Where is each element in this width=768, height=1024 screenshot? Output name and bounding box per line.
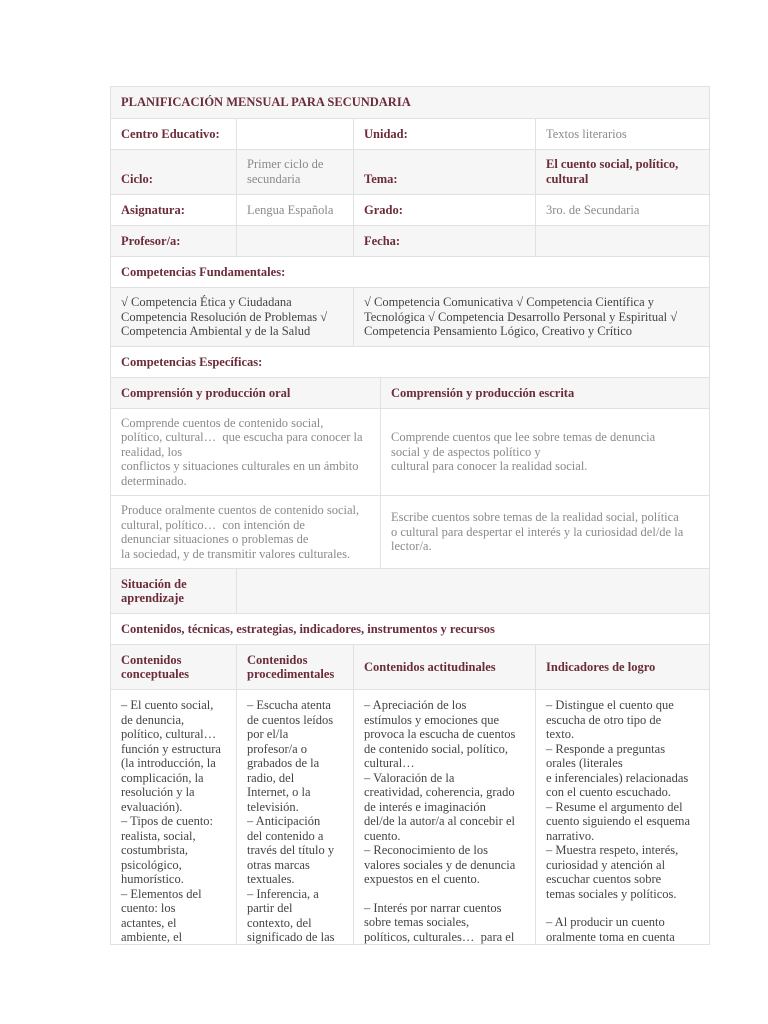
content-line: complicación, la — [121, 770, 204, 785]
content-line: otras marcas — [247, 857, 310, 872]
asignatura-label: Asignatura: — [111, 195, 237, 225]
header-line: Contenidos — [247, 652, 308, 667]
competencia-line: √ Competencia Comunicativa √ Competencia Científica y — [364, 295, 655, 310]
contenidos-header-row — [111, 614, 710, 645]
competencias-fundamentales-header-row — [111, 257, 710, 288]
competencias-fundamentales-label: Competencias Fundamentales: — [111, 257, 710, 287]
content-line: (la introducción, la — [121, 756, 216, 770]
content-line: cuento. — [364, 828, 401, 843]
competencia-line: Tecnológica √ Competencia Desarrollo Personal y Espiritual √ — [364, 309, 678, 324]
content-line: políticos, culturales… para el — [364, 929, 515, 944]
content-line: – Al producir un cuento — [546, 915, 665, 929]
tema-label: Tema: — [354, 150, 536, 194]
content-line: – Responde a preguntas — [546, 741, 666, 756]
content-line: curiosidad y atención al — [546, 857, 666, 872]
competencias-fundamentales-left — [111, 288, 354, 346]
content-line: – Escucha atenta — [247, 698, 331, 712]
content-line: – El cuento social, — [121, 698, 214, 712]
escrita-competencia-2 — [381, 496, 710, 568]
content-line: – Resume el argumento del — [546, 799, 683, 814]
oral-header: Comprensión y producción oral — [111, 378, 381, 408]
content-line: orales (literales — [546, 756, 623, 770]
content-line: resolución y la — [121, 785, 195, 799]
centro-value — [237, 119, 354, 149]
content-line: televisión. — [247, 799, 299, 814]
content-line: – Valoración de la — [364, 770, 455, 785]
unidad-label: Unidad: — [354, 119, 536, 149]
content-line: – Apreciación de los — [364, 698, 467, 712]
header-line: procedimentales — [247, 667, 335, 681]
content-line: – Inferencia, a — [247, 886, 319, 901]
row-ciclo-tema — [111, 150, 710, 195]
escrita-competencia-1 — [381, 409, 710, 495]
content-line: provoca la escucha de cuentos — [364, 727, 516, 741]
content-line: psicológico, — [121, 857, 182, 872]
content-line: del contenido a — [247, 828, 324, 843]
content-line: e inferenciales) relacionadas — [546, 770, 689, 785]
profesor-label: Profesor/a: — [111, 226, 237, 256]
content-line: cuento siguiendo el esquema — [546, 814, 691, 828]
content-line: actantes, el — [121, 915, 177, 930]
text-line: Produce oralmente cuentos de contenido social, — [121, 503, 360, 517]
competencias-fundamentales-right — [354, 288, 710, 346]
content-line: Internet, o la — [247, 785, 311, 799]
content-line — [546, 901, 699, 915]
competencia-line: √ Competencia Ética y Ciudadana — [121, 295, 292, 310]
grado-value: 3ro. de Secundaria — [536, 195, 710, 225]
oral-competencia-1 — [111, 409, 381, 495]
content-line: – Anticipación — [247, 814, 321, 828]
content-line: humorístico. — [121, 872, 184, 886]
competencias-especificas-header-row — [111, 347, 710, 378]
situacion-label-line: aprendizaje — [121, 591, 184, 605]
text-line: determinado. — [121, 473, 187, 488]
row-centro-unidad — [111, 119, 710, 150]
content-line: expuestos en el cuento. — [364, 872, 480, 886]
content-line: costumbrista, — [121, 843, 189, 857]
content-line: de cuentos leídos — [247, 712, 334, 727]
content-line: partir del — [247, 901, 293, 915]
content-line: realista, social, — [121, 828, 196, 843]
content-line: con el cuento escuchado. — [546, 785, 671, 799]
contenidos-label: Contenidos, técnicas, estrategias, indicadores, instrumentos y recursos — [111, 614, 710, 644]
content-line: creatividad, coherencia, grado — [364, 785, 515, 799]
content-line: narrativo. — [546, 828, 595, 843]
content-line — [364, 887, 525, 901]
text-line: cultural, político… con intención de — [121, 517, 305, 532]
competencia-line: Competencia Pensamiento Lógico, Creativo y Crítico — [364, 324, 632, 339]
content-line: cuento: los — [121, 901, 176, 915]
content-line: – Tipos de cuento: — [121, 814, 214, 828]
fecha-label: Fecha: — [354, 226, 536, 256]
asignatura-value: Lengua Española — [237, 195, 354, 225]
ciclo-value — [237, 150, 354, 194]
content-line: de denuncia, — [121, 712, 185, 727]
centro-label: Centro Educativo: — [111, 119, 237, 149]
text-line: social y de aspectos político y — [391, 444, 541, 459]
actitudinales-column — [354, 690, 536, 944]
text-line: realidad, los — [121, 444, 183, 459]
content-line: estímulos y emociones que — [364, 712, 500, 727]
content-line: través del título y — [247, 843, 335, 857]
competencia-line: Competencia Resolución de Problemas √ — [121, 309, 328, 324]
tema-value-line: cultural — [546, 171, 589, 186]
fecha-value — [536, 226, 710, 256]
text-line: Comprende cuentos de contenido social, — [121, 415, 324, 430]
content-line: valores sociales y de denuncia — [364, 857, 516, 872]
text-line: denunciar situaciones o problemas de — [121, 532, 309, 546]
situacion-row — [111, 569, 710, 614]
conceptuales-column — [111, 690, 237, 944]
content-line: escucha de otro tipo de — [546, 712, 662, 727]
row-asignatura-grado — [111, 195, 710, 226]
content-line: de interés e imaginación — [364, 799, 486, 814]
profesor-value — [237, 226, 354, 256]
text-line: la sociedad, y de transmitir valores culturales. — [121, 546, 351, 561]
contenidos-col-headers — [111, 645, 710, 690]
row-profesor-fecha — [111, 226, 710, 257]
situacion-label-line: Situación de — [121, 576, 187, 591]
content-line: sobre temas sociales, — [364, 915, 470, 929]
content-line: temas sociales y políticos. — [546, 886, 677, 901]
competencias-especificas-col-headers — [111, 378, 710, 409]
text-line: Comprende cuentos que lee sobre temas de denuncia — [391, 430, 656, 445]
tema-value-line: El cuento social, político, — [546, 157, 679, 171]
header-line: Contenidos actitudinales — [364, 659, 496, 674]
competencias-especificas-row-1 — [111, 409, 710, 496]
content-line: oralmente toma en cuenta — [546, 929, 675, 944]
competencias-especificas-label: Competencias Específicas: — [111, 347, 710, 377]
escrita-header: Comprensión y producción escrita — [381, 378, 710, 408]
content-line: del/de la autor/a al concebir el — [364, 814, 515, 828]
ciclo-value-line: Primer ciclo de — [247, 157, 324, 171]
conceptuales-header — [111, 645, 237, 689]
page-title: PLANIFICACIÓN MENSUAL PARA SECUNDARIA — [111, 87, 710, 118]
tema-value — [536, 150, 710, 194]
content-line: evaluación). — [121, 799, 183, 814]
header-line: conceptuales — [121, 667, 190, 681]
content-line: contexto, del — [247, 915, 312, 930]
procedimentales-column — [237, 690, 354, 944]
title-row — [111, 87, 710, 119]
unidad-value: Textos literarios — [536, 119, 710, 149]
indicadores-column — [536, 690, 710, 944]
situacion-value — [237, 569, 710, 613]
competencias-especificas-row-2 — [111, 496, 710, 569]
content-line: texto. — [546, 727, 575, 741]
header-line: Indicadores de logro — [546, 659, 656, 674]
content-line: escuchar cuentos sobre — [546, 872, 662, 886]
grado-label: Grado: — [354, 195, 536, 225]
text-line: lector/a. — [391, 539, 432, 554]
content-line: – Muestra respeto, interés, — [546, 843, 679, 857]
content-line: grabados de la — [247, 756, 320, 770]
contenidos-body-row — [111, 690, 710, 945]
content-line: – Elementos del — [121, 886, 202, 901]
content-line: radio, del — [247, 770, 295, 785]
oral-competencia-2 — [111, 496, 381, 568]
content-line: significado de las — [247, 930, 335, 944]
planning-table — [110, 86, 710, 945]
content-line: profesor/a o — [247, 741, 308, 756]
competencia-line: Competencia Ambiental y de la Salud — [121, 324, 311, 339]
content-line: de contenido social, político, — [364, 741, 509, 756]
ciclo-label: Ciclo: — [111, 150, 237, 194]
content-line: ambiente, el — [121, 930, 183, 944]
content-line: por el/la — [247, 727, 289, 741]
header-line: Contenidos — [121, 652, 182, 667]
procedimentales-header — [237, 645, 354, 689]
text-line: conflictos y situaciones culturales en un ámbito — [121, 459, 359, 474]
content-line: – Interés por narrar cuentos — [364, 900, 502, 915]
content-line: – Distingue el cuento que — [546, 698, 674, 712]
content-line: textuales. — [247, 872, 295, 886]
indicadores-header — [536, 645, 710, 689]
content-line: cultural… — [364, 756, 415, 770]
content-line: político, cultural… — [121, 727, 217, 741]
situacion-label — [111, 569, 237, 613]
content-line: – Reconocimiento de los — [364, 843, 488, 857]
text-line: Escribe cuentos sobre temas de la realidad social, política — [391, 510, 679, 525]
text-line: político, cultural… que escucha para conocer la — [121, 430, 363, 445]
text-line: o cultural para despertar el interés y la curiosidad del/de la — [391, 524, 684, 539]
text-line: cultural para conocer la realidad social. — [391, 459, 588, 474]
competencias-fundamentales-row — [111, 288, 710, 347]
content-line: función y estructura — [121, 741, 221, 756]
actitudinales-header — [354, 645, 536, 689]
ciclo-value-line: secundaria — [247, 171, 301, 186]
